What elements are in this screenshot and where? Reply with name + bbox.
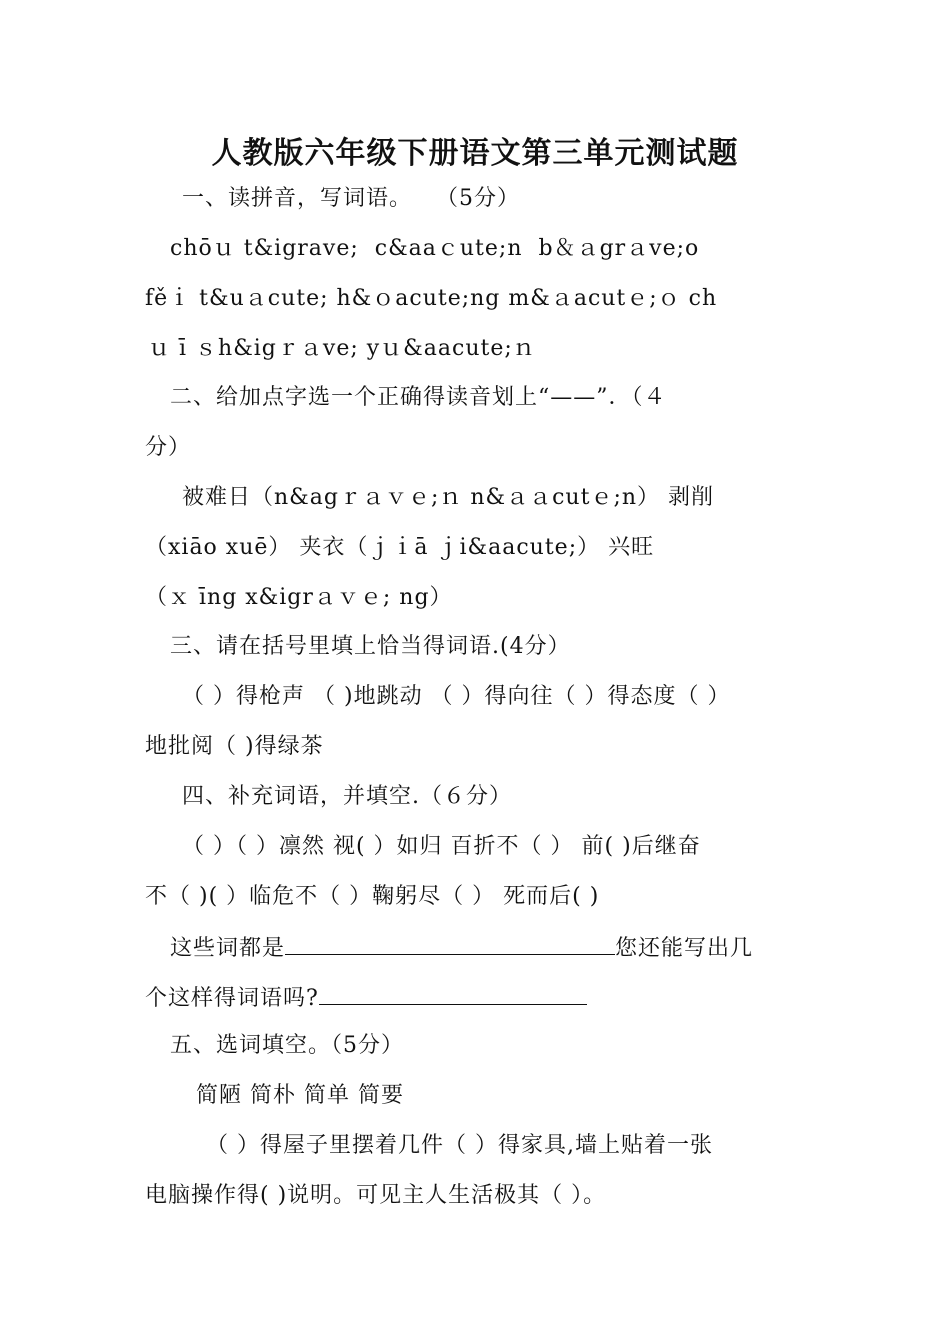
- choice-sentence-2: 电脑操作得( )说明。可见主人生活极其（ ）。: [145, 1183, 607, 1208]
- pinyin-line-3: ｕ ī ｓh&igｒａve; yｕ&aacute;ｎ: [148, 336, 536, 361]
- section-2-heading: 二、给加点字选一个正确得读音划上“——”．（４: [170, 385, 667, 410]
- fill-line-2: 地批阅（ )得绿茶: [145, 734, 324, 759]
- word-choices: 简陋 简朴 简单 简要: [196, 1083, 404, 1108]
- page-title: 人教版六年级下册语文第三单元测试题: [211, 136, 739, 171]
- answer-prompt-1: 这些词都是: [170, 936, 286, 961]
- reading-line-3: （ｘ īng x&igrａｖｅ; ng）: [145, 585, 453, 610]
- reading-line-1: 被难日（n&agｒａｖｅ;ｎ n&ａａcutｅ;n） 剥削: [182, 485, 715, 510]
- answer-blank-2[interactable]: [319, 982, 587, 1005]
- reading-line-2: （xiāo xuē） 夹衣（ｊｉā ｊi&aacute;） 兴旺: [145, 535, 655, 560]
- section-4-heading: 四、补充词语，并填空.（６分）: [182, 784, 512, 809]
- section-1-heading: 一、读拼音，写词语。 （5分）: [182, 186, 520, 211]
- fill-line-1: （ ）得枪声 （ )地跳动 （ ）得向往（ ）得态度（ ）: [182, 684, 731, 709]
- choice-sentence-1: （ ）得屋子里摆着几件（ ）得家具,墙上贴着一张: [206, 1133, 713, 1158]
- answer-prompt-2: 您还能写出几: [615, 936, 754, 961]
- answer-blank-1[interactable]: [285, 932, 615, 955]
- answer-line-1: [170, 932, 753, 964]
- section-5-heading: 五、选词填空。（5分）: [170, 1033, 404, 1058]
- answer-prompt-3: 个这样得词语吗?: [145, 986, 319, 1011]
- section-2-heading-cont: 分）: [145, 435, 192, 460]
- section-3-heading: 三、请在括号里填上恰当得词语.(4分）: [170, 634, 571, 659]
- pinyin-line-1: chōｕ t&igrave; c&aaｃute;n b＆ａgrａve;o: [170, 236, 700, 261]
- pinyin-line-2: fěｉ t&uａcute; h&ｏacute;ng m&ａacutｅ;ｏ ch: [145, 286, 718, 311]
- idiom-line-2: 不（ )( ）临危不（ ）鞠躬尽（ ） 死而后( ): [145, 884, 600, 909]
- answer-line-2: [145, 982, 587, 1014]
- idiom-line-1: （ ）（ ）凛然 视( ）如归 百折不（ ） 前( )后继奋: [182, 834, 701, 859]
